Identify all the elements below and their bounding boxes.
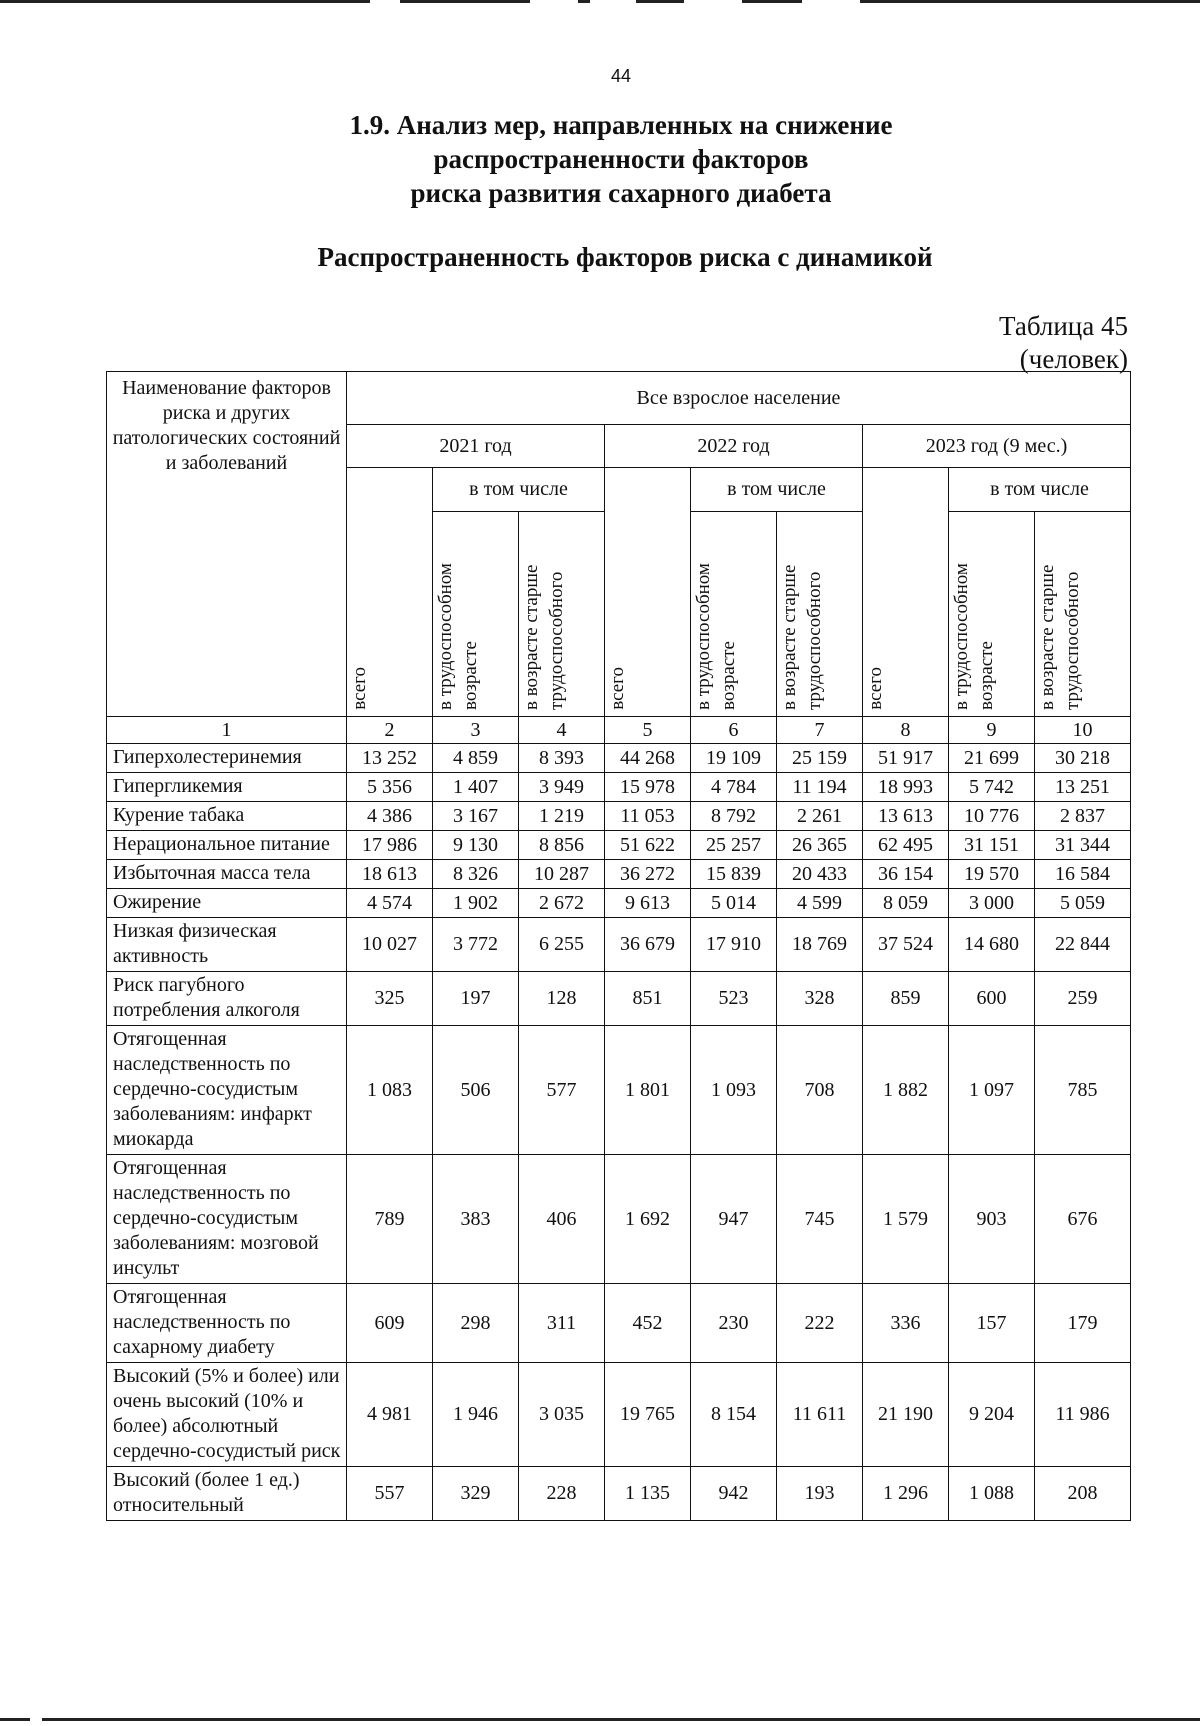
row-value-cell: 16 584 <box>1035 860 1131 889</box>
table-number: Таблица 45 <box>999 311 1128 341</box>
row-value-cell: 8 326 <box>433 860 519 889</box>
row-value-cell: 452 <box>605 1284 691 1363</box>
row-value-cell: 8 154 <box>691 1363 777 1467</box>
row-value-cell: 13 251 <box>1035 773 1131 802</box>
row-value-cell: 1 135 <box>605 1467 691 1521</box>
row-value-cell: 3 949 <box>519 773 605 802</box>
header-including: в том числе <box>949 468 1131 512</box>
column-number: 8 <box>863 717 949 744</box>
row-value-cell: 9 613 <box>605 889 691 918</box>
row-value-cell: 1 801 <box>605 1026 691 1155</box>
row-value-cell: 20 433 <box>777 860 863 889</box>
row-factor-name: Курение табака <box>107 802 347 831</box>
row-factor-name: Избыточная масса тела <box>107 860 347 889</box>
table-caption <box>999 310 1128 376</box>
row-value-cell: 1 088 <box>949 1467 1035 1521</box>
row-value-cell: 51 917 <box>863 744 949 773</box>
row-value-cell: 17 986 <box>347 831 433 860</box>
header-total: всего <box>605 468 691 717</box>
column-number: 2 <box>347 717 433 744</box>
row-value-cell: 947 <box>691 1155 777 1284</box>
row-value-cell: 128 <box>519 972 605 1026</box>
row-value-cell: 37 524 <box>863 918 949 972</box>
row-value-cell: 745 <box>777 1155 863 1284</box>
table-row <box>107 860 1131 889</box>
table-unit: (человек) <box>1019 344 1128 374</box>
row-value-cell: 325 <box>347 972 433 1026</box>
row-factor-name: Отягощенная наследственность по сердечно-сосудистым заболеваниям: мозговой инсульт <box>107 1155 347 1284</box>
row-value-cell: 789 <box>347 1155 433 1284</box>
row-value-cell: 1 093 <box>691 1026 777 1155</box>
row-value-cell: 11 986 <box>1035 1363 1131 1467</box>
row-value-cell: 4 784 <box>691 773 777 802</box>
row-value-cell: 506 <box>433 1026 519 1155</box>
row-value-cell: 51 622 <box>605 831 691 860</box>
table-row <box>107 1026 1131 1155</box>
row-value-cell: 1 946 <box>433 1363 519 1467</box>
row-value-cell: 9 204 <box>949 1363 1035 1467</box>
header-working-age: в трудоспособном возрасте <box>949 512 1035 717</box>
table-row <box>107 773 1131 802</box>
header-including: в том числе <box>691 468 863 512</box>
row-value-cell: 15 839 <box>691 860 777 889</box>
row-factor-name: Отягощенная наследственность по сердечно-сосудистым заболеваниям: инфаркт миокарда <box>107 1026 347 1155</box>
header-working-age: в трудоспособном возрасте <box>433 512 519 717</box>
row-value-cell: 383 <box>433 1155 519 1284</box>
scan-edge-bottom <box>0 1718 1200 1722</box>
row-value-cell: 609 <box>347 1284 433 1363</box>
row-value-cell: 36 272 <box>605 860 691 889</box>
row-value-cell: 11 611 <box>777 1363 863 1467</box>
table-row <box>107 918 1131 972</box>
section-title-line: 1.9. Анализ мер, направленных на снижение <box>349 110 893 140</box>
header-total: всего <box>347 468 433 717</box>
row-value-cell: 8 792 <box>691 802 777 831</box>
row-value-cell: 25 257 <box>691 831 777 860</box>
row-value-cell: 19 109 <box>691 744 777 773</box>
table-row <box>107 831 1131 860</box>
row-value-cell: 44 268 <box>605 744 691 773</box>
row-value-cell: 328 <box>777 972 863 1026</box>
row-value-cell: 19 570 <box>949 860 1035 889</box>
row-value-cell: 21 699 <box>949 744 1035 773</box>
row-value-cell: 3 772 <box>433 918 519 972</box>
row-factor-name: Низкая физическая активность <box>107 918 347 972</box>
row-value-cell: 1 219 <box>519 802 605 831</box>
row-value-cell: 1 083 <box>347 1026 433 1155</box>
header-total: всего <box>863 468 949 717</box>
column-number: 9 <box>949 717 1035 744</box>
row-value-cell: 259 <box>1035 972 1131 1026</box>
column-number: 5 <box>605 717 691 744</box>
header-year-2023: 2023 год (9 мес.) <box>863 425 1131 468</box>
row-value-cell: 36 154 <box>863 860 949 889</box>
table-row <box>107 802 1131 831</box>
row-value-cell: 785 <box>1035 1026 1131 1155</box>
row-value-cell: 942 <box>691 1467 777 1521</box>
row-value-cell: 18 613 <box>347 860 433 889</box>
row-value-cell: 5 742 <box>949 773 1035 802</box>
row-factor-name: Гиперхолестеринемия <box>107 744 347 773</box>
row-value-cell: 4 599 <box>777 889 863 918</box>
row-value-cell: 15 978 <box>605 773 691 802</box>
row-value-cell: 30 218 <box>1035 744 1131 773</box>
row-value-cell: 222 <box>777 1284 863 1363</box>
row-value-cell: 298 <box>433 1284 519 1363</box>
row-value-cell: 19 765 <box>605 1363 691 1467</box>
section-title <box>0 108 1200 210</box>
table-row <box>107 1284 1131 1363</box>
row-factor-name: Отягощенная наследственность по сахарному диабету <box>107 1284 347 1363</box>
row-value-cell: 11 194 <box>777 773 863 802</box>
row-value-cell: 708 <box>777 1026 863 1155</box>
row-value-cell: 3 035 <box>519 1363 605 1467</box>
header-older-age: в возрасте старше трудоспособного <box>519 512 605 717</box>
row-value-cell: 31 151 <box>949 831 1035 860</box>
row-value-cell: 157 <box>949 1284 1035 1363</box>
row-factor-name: Риск пагубного потребления алкоголя <box>107 972 347 1026</box>
row-value-cell: 5 356 <box>347 773 433 802</box>
row-value-cell: 4 386 <box>347 802 433 831</box>
row-value-cell: 11 053 <box>605 802 691 831</box>
row-value-cell: 329 <box>433 1467 519 1521</box>
header-older-age: в возрасте старше трудоспособного <box>1035 512 1131 717</box>
table-body <box>107 744 1131 1521</box>
row-value-cell: 26 365 <box>777 831 863 860</box>
column-number-row <box>107 717 1131 744</box>
row-value-cell: 10 776 <box>949 802 1035 831</box>
row-value-cell: 851 <box>605 972 691 1026</box>
row-value-cell: 13 613 <box>863 802 949 831</box>
table-row <box>107 1155 1131 1284</box>
table-row <box>107 972 1131 1026</box>
row-value-cell: 3 167 <box>433 802 519 831</box>
row-value-cell: 577 <box>519 1026 605 1155</box>
row-factor-name: Высокий (более 1 ед.) относительный <box>107 1467 347 1521</box>
row-factor-name: Высокий (5% и более) или очень высокий (10% и более) абсолютный сердечно-сосудистый риск <box>107 1363 347 1467</box>
section-title-line: распространенности факторов <box>433 144 809 174</box>
row-value-cell: 4 574 <box>347 889 433 918</box>
row-value-cell: 2 261 <box>777 802 863 831</box>
row-value-cell: 14 680 <box>949 918 1035 972</box>
scan-edge-top <box>0 0 1200 4</box>
row-value-cell: 4 859 <box>433 744 519 773</box>
row-value-cell: 2 672 <box>519 889 605 918</box>
row-value-cell: 1 407 <box>433 773 519 802</box>
row-value-cell: 3 000 <box>949 889 1035 918</box>
row-value-cell: 6 255 <box>519 918 605 972</box>
header-including: в том числе <box>433 468 605 512</box>
row-value-cell: 21 190 <box>863 1363 949 1467</box>
row-value-cell: 1 692 <box>605 1155 691 1284</box>
row-value-cell: 406 <box>519 1155 605 1284</box>
table-row <box>107 744 1131 773</box>
row-value-cell: 8 856 <box>519 831 605 860</box>
row-factor-name: Нерациональное питание <box>107 831 347 860</box>
row-value-cell: 230 <box>691 1284 777 1363</box>
row-value-cell: 600 <box>949 972 1035 1026</box>
column-number: 10 <box>1035 717 1131 744</box>
row-value-cell: 9 130 <box>433 831 519 860</box>
row-value-cell: 8 393 <box>519 744 605 773</box>
row-value-cell: 4 981 <box>347 1363 433 1467</box>
header-working-age: в трудоспособном возрасте <box>691 512 777 717</box>
table-row <box>107 889 1131 918</box>
column-number: 1 <box>107 717 347 744</box>
row-value-cell: 17 910 <box>691 918 777 972</box>
row-value-cell: 1 882 <box>863 1026 949 1155</box>
header-adult-population: Все взрослое население <box>347 372 1131 425</box>
row-value-cell: 62 495 <box>863 831 949 860</box>
row-value-cell: 311 <box>519 1284 605 1363</box>
column-number: 3 <box>433 717 519 744</box>
row-value-cell: 859 <box>863 972 949 1026</box>
row-value-cell: 193 <box>777 1467 863 1521</box>
row-value-cell: 523 <box>691 972 777 1026</box>
row-value-cell: 1 579 <box>863 1155 949 1284</box>
section-title-line: риска развития сахарного диабета <box>410 178 832 208</box>
row-value-cell: 22 844 <box>1035 918 1131 972</box>
header-older-age: в возрасте старше трудоспособного <box>777 512 863 717</box>
table-row <box>107 1363 1131 1467</box>
row-value-cell: 336 <box>863 1284 949 1363</box>
header-factor-name: Наименование факторов риска и других патологических состояний и заболеваний <box>107 372 347 717</box>
row-value-cell: 2 837 <box>1035 802 1131 831</box>
header-year-2022: 2022 год <box>605 425 863 468</box>
row-value-cell: 228 <box>519 1467 605 1521</box>
column-number: 7 <box>777 717 863 744</box>
row-value-cell: 197 <box>433 972 519 1026</box>
column-number: 6 <box>691 717 777 744</box>
page-number: 44 <box>610 66 632 86</box>
row-value-cell: 557 <box>347 1467 433 1521</box>
row-value-cell: 1 296 <box>863 1467 949 1521</box>
row-value-cell: 5 059 <box>1035 889 1131 918</box>
risk-factors-table <box>106 371 1131 1521</box>
table-row <box>107 1467 1131 1521</box>
column-number: 4 <box>519 717 605 744</box>
row-value-cell: 676 <box>1035 1155 1131 1284</box>
row-value-cell: 1 097 <box>949 1026 1035 1155</box>
row-value-cell: 10 287 <box>519 860 605 889</box>
row-value-cell: 36 679 <box>605 918 691 972</box>
row-value-cell: 179 <box>1035 1284 1131 1363</box>
row-value-cell: 8 059 <box>863 889 949 918</box>
row-value-cell: 31 344 <box>1035 831 1131 860</box>
row-factor-name: Ожирение <box>107 889 347 918</box>
row-value-cell: 208 <box>1035 1467 1131 1521</box>
row-value-cell: 25 159 <box>777 744 863 773</box>
row-value-cell: 903 <box>949 1155 1035 1284</box>
row-value-cell: 1 902 <box>433 889 519 918</box>
row-value-cell: 10 027 <box>347 918 433 972</box>
header-year-2021: 2021 год <box>347 425 605 468</box>
row-value-cell: 18 769 <box>777 918 863 972</box>
row-value-cell: 13 252 <box>347 744 433 773</box>
table-subtitle: Распространенность факторов риска с динамикой <box>317 242 933 272</box>
row-value-cell: 5 014 <box>691 889 777 918</box>
row-value-cell: 18 993 <box>863 773 949 802</box>
row-factor-name: Гипергликемия <box>107 773 347 802</box>
